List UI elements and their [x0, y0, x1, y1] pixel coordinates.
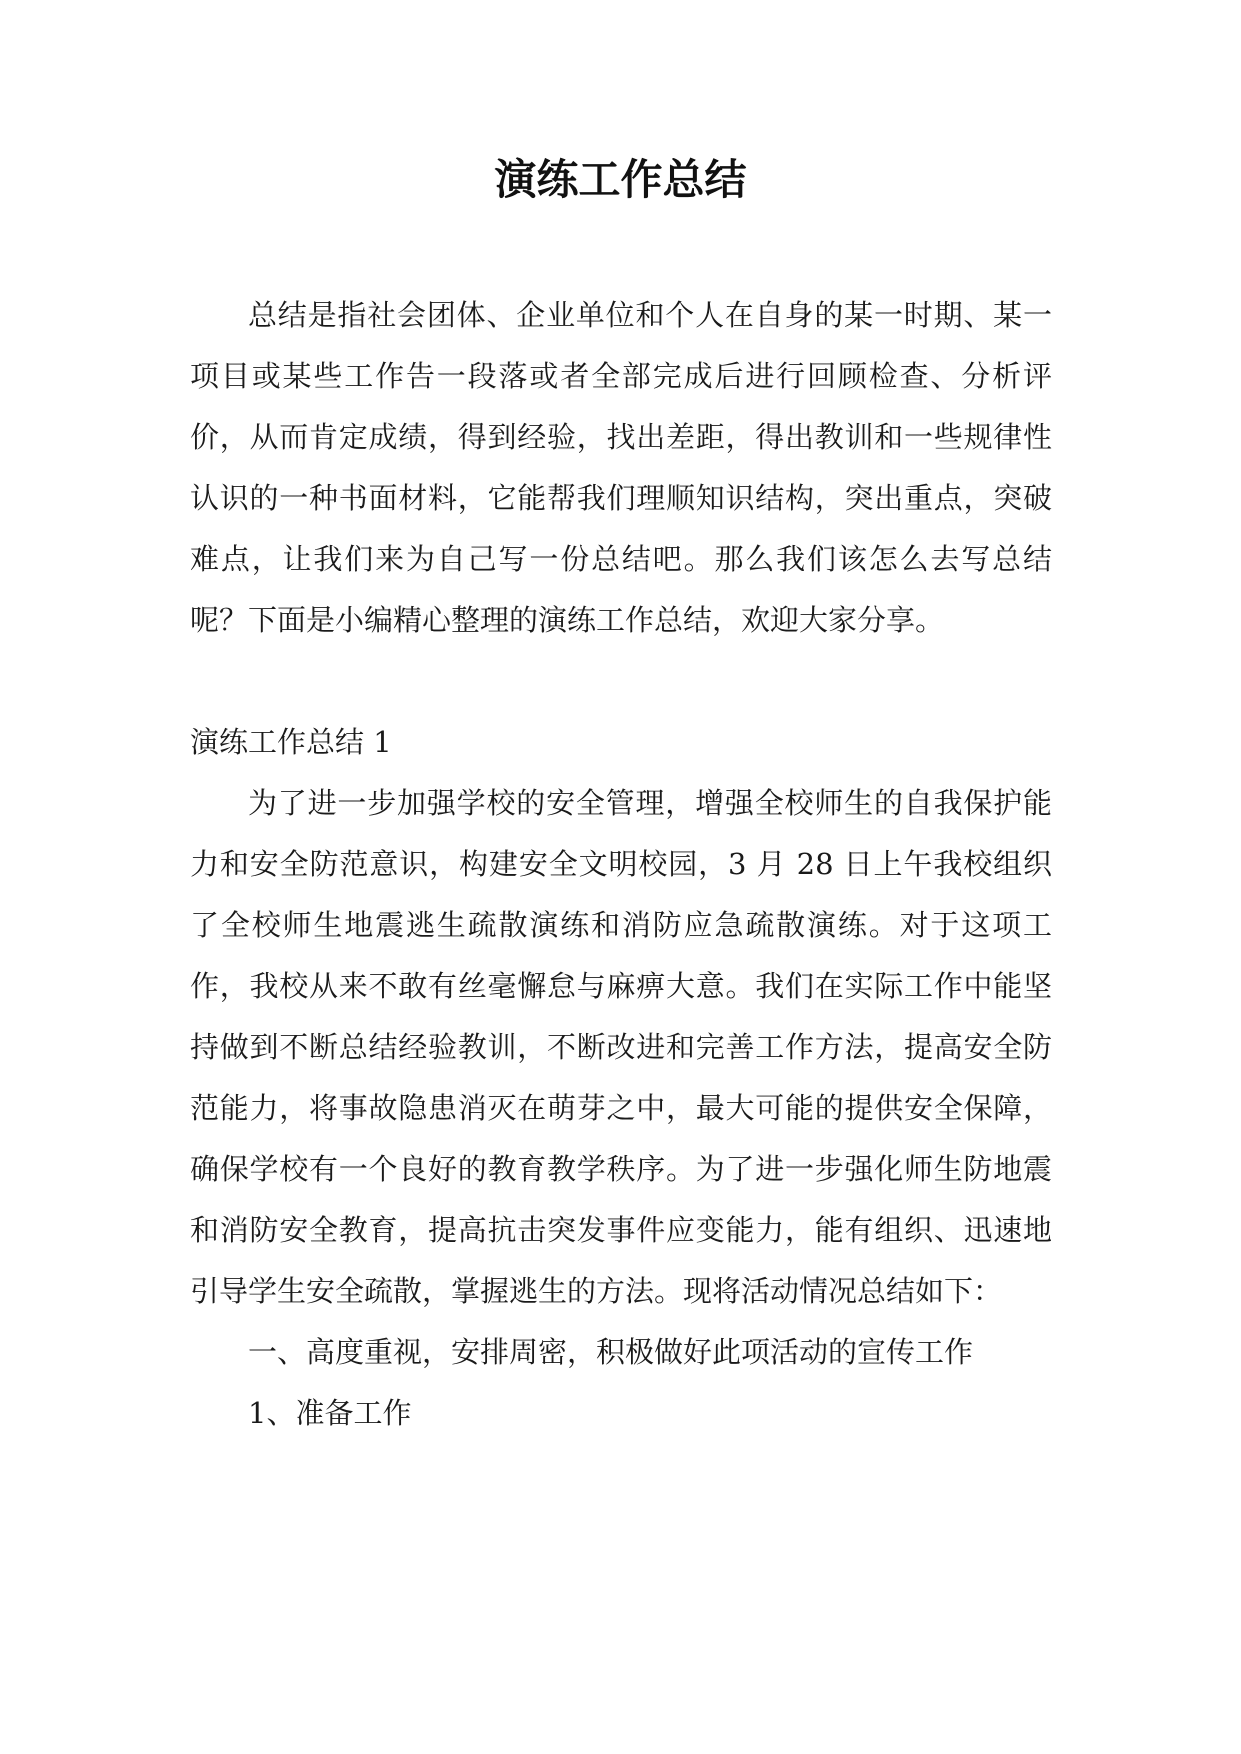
section-heading: 演练工作总结 1	[190, 725, 392, 759]
section-paragraph: 为了进一步加强学校的安全管理，增强全校师生的自我保护能力和安全防范意识，构建安全文明校园，3 月 28 日上午我校组织了全校师生地震逃生疏散演练和消防应急疏散演练。对于这项工作，我校从来不敢有丝毫懈怠与麻痹大意。我们在实际工作中能坚持做到不断总结经验教训，不断改进和完善工作方法，提高安全防范能力，将事故隐患消灭在萌芽之中，最大可能的提供安全保障，确保学校有一个良好的教育教学秩序。为了进一步强化师生防地震和消防安全教育，提高抗击突发事件应变能力，能有组织、迅速地引导学生安全疏散，掌握逃生的方法。现将活动情况总结如下：	[190, 786, 1052, 1308]
paragraph-spacer	[190, 651, 1052, 712]
document-title: 演练工作总结	[494, 155, 747, 204]
intro-paragraph: 总结是指社会团体、企业单位和个人在自身的某一时期、某一项目或某些工作告一段落或者全部完成后进行回顾检查、分析评价，从而肯定成绩，得到经验，找出差距，得出教训和一些规律性认识的一种书面材料，它能帮我们理顺知识结构，突出重点，突破难点，让我们来为自己写一份总结吧。那么我们该怎么去写总结呢？下面是小编精心整理的演练工作总结，欢迎大家分享。	[190, 298, 1052, 637]
sub-point-heading: 1、准备工作	[248, 1396, 412, 1430]
document-body	[190, 285, 1052, 1444]
point-heading: 一、高度重视，安排周密，积极做好此项活动的宣传工作	[248, 1335, 974, 1369]
